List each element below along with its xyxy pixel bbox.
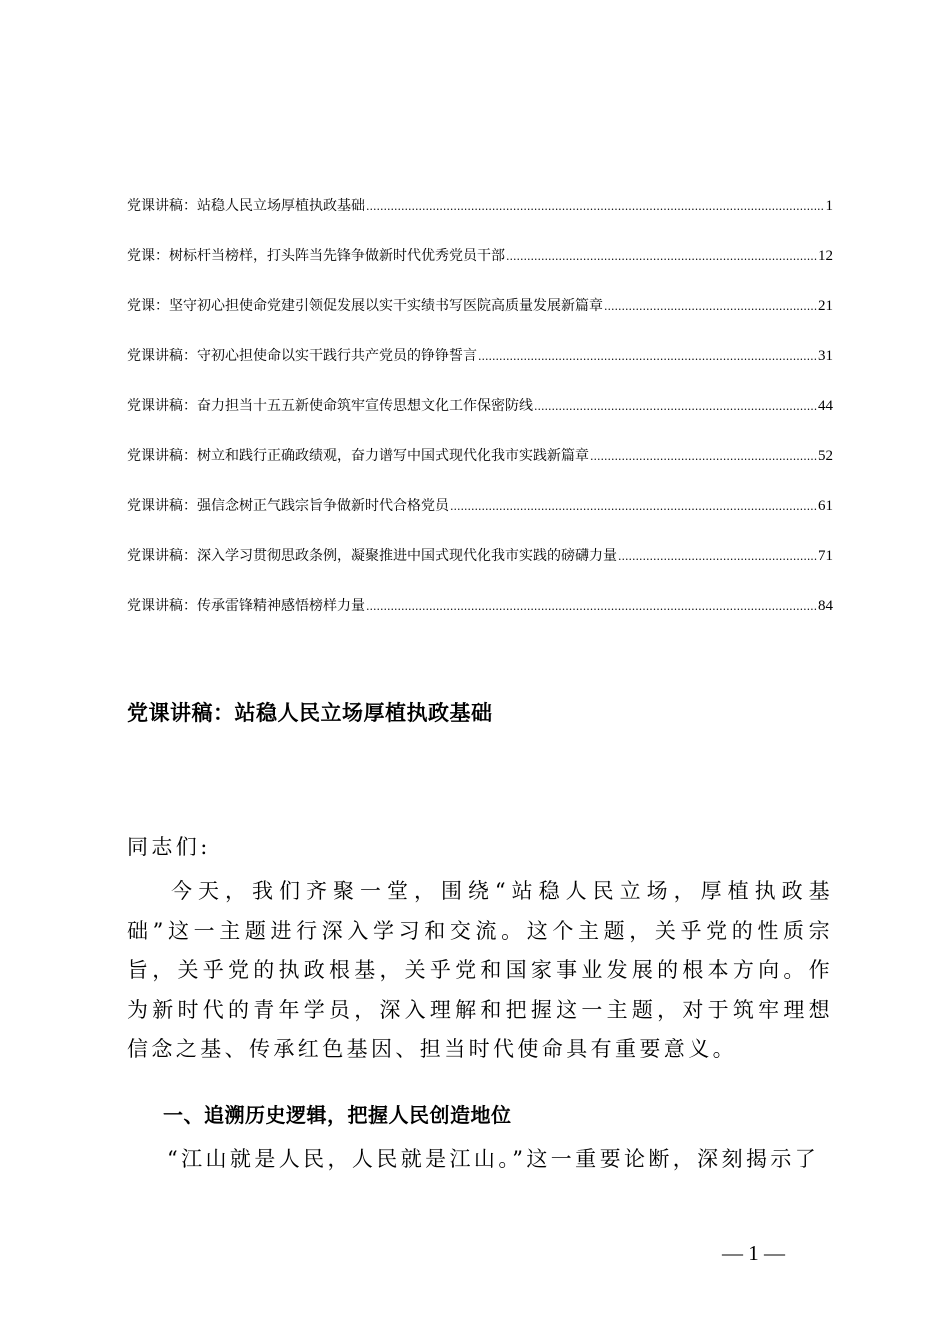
toc-entry[interactable]: [127, 196, 833, 246]
toc-entry-page: 31: [818, 348, 833, 364]
toc-entry-page: 61: [818, 498, 833, 514]
document-title: 党课讲稿：站稳人民立场厚植执政基础: [127, 701, 493, 725]
toc-entry-page: 71: [818, 548, 833, 564]
table-of-contents: [127, 196, 833, 646]
toc-entry[interactable]: [127, 546, 833, 596]
toc-dot-leader: [534, 397, 817, 417]
toc-entry-title: 党课：坚守初心担使命党建引领促发展以实干实绩书写医院高质量发展新篇章: [127, 298, 603, 314]
toc-entry[interactable]: [127, 596, 833, 646]
salutation: 同志们:: [127, 835, 211, 859]
toc-dot-leader: [478, 347, 817, 367]
toc-entry-page: 1: [825, 198, 833, 214]
toc-dot-leader: [450, 497, 817, 517]
toc-entry-title: 党课讲稿：站稳人民立场厚植执政基础: [127, 198, 365, 214]
section-heading: 一、追溯历史逻辑，把握人民创造地位: [163, 1103, 512, 1127]
toc-entry[interactable]: [127, 246, 833, 296]
toc-entry-page: 84: [818, 598, 833, 614]
toc-dot-leader: [590, 447, 817, 467]
toc-entry-title: 党课讲稿：强信念树正气践宗旨争做新时代合格党员: [127, 498, 449, 514]
toc-dot-leader: [506, 247, 817, 267]
toc-entry-title: 党课：树标杆当榜样，打头阵当先锋争做新时代优秀党员干部: [127, 248, 505, 264]
toc-dot-leader: [618, 547, 817, 567]
toc-dot-leader: [366, 197, 825, 217]
toc-entry[interactable]: [127, 446, 833, 496]
toc-entry-title: 党课讲稿：深入学习贯彻思政条例，凝聚推进中国式现代化我市实践的磅礴力量: [127, 548, 617, 564]
toc-entry[interactable]: [127, 296, 833, 346]
body-paragraph: “江山就是人民，人民就是江山。”这一重要论断，深刻揭示了: [167, 1147, 820, 1171]
toc-entry[interactable]: [127, 396, 833, 446]
toc-entry-page: 12: [818, 248, 833, 264]
toc-entry-title: 党课讲稿：守初心担使命以实干践行共产党员的铮铮誓言: [127, 348, 477, 364]
toc-entry-page: 52: [818, 448, 833, 464]
page-number: — 1 —: [722, 1241, 785, 1265]
toc-entry-title: 党课讲稿：树立和践行正确政绩观，奋力谱写中国式现代化我市实践新篇章: [127, 448, 589, 464]
toc-dot-leader: [366, 597, 817, 617]
toc-entry-page: 21: [818, 298, 833, 314]
toc-entry-title: 党课讲稿：传承雷锋精神感悟榜样力量: [127, 598, 365, 614]
toc-dot-leader: [604, 297, 817, 317]
toc-entry-page: 44: [818, 398, 833, 414]
toc-entry[interactable]: [127, 346, 833, 396]
toc-entry-title: 党课讲稿：奋力担当十五五新使命筑牢宣传思想文化工作保密防线: [127, 398, 533, 414]
body-paragraph: 今天，我们齐聚一堂，围绕“站稳人民立场，厚植执政基础”这一主题进行深入学习和交流。这个主题，关乎党的性质宗旨，关乎党的执政根基，关乎党和国家事业发展的根本方向。作为新时代的青年学员，深入理解和把握这一主题，对于筑牢理想信念之基、传承红色基因、担当时代使命具有重要意义。: [127, 879, 833, 1061]
toc-entry[interactable]: [127, 496, 833, 546]
